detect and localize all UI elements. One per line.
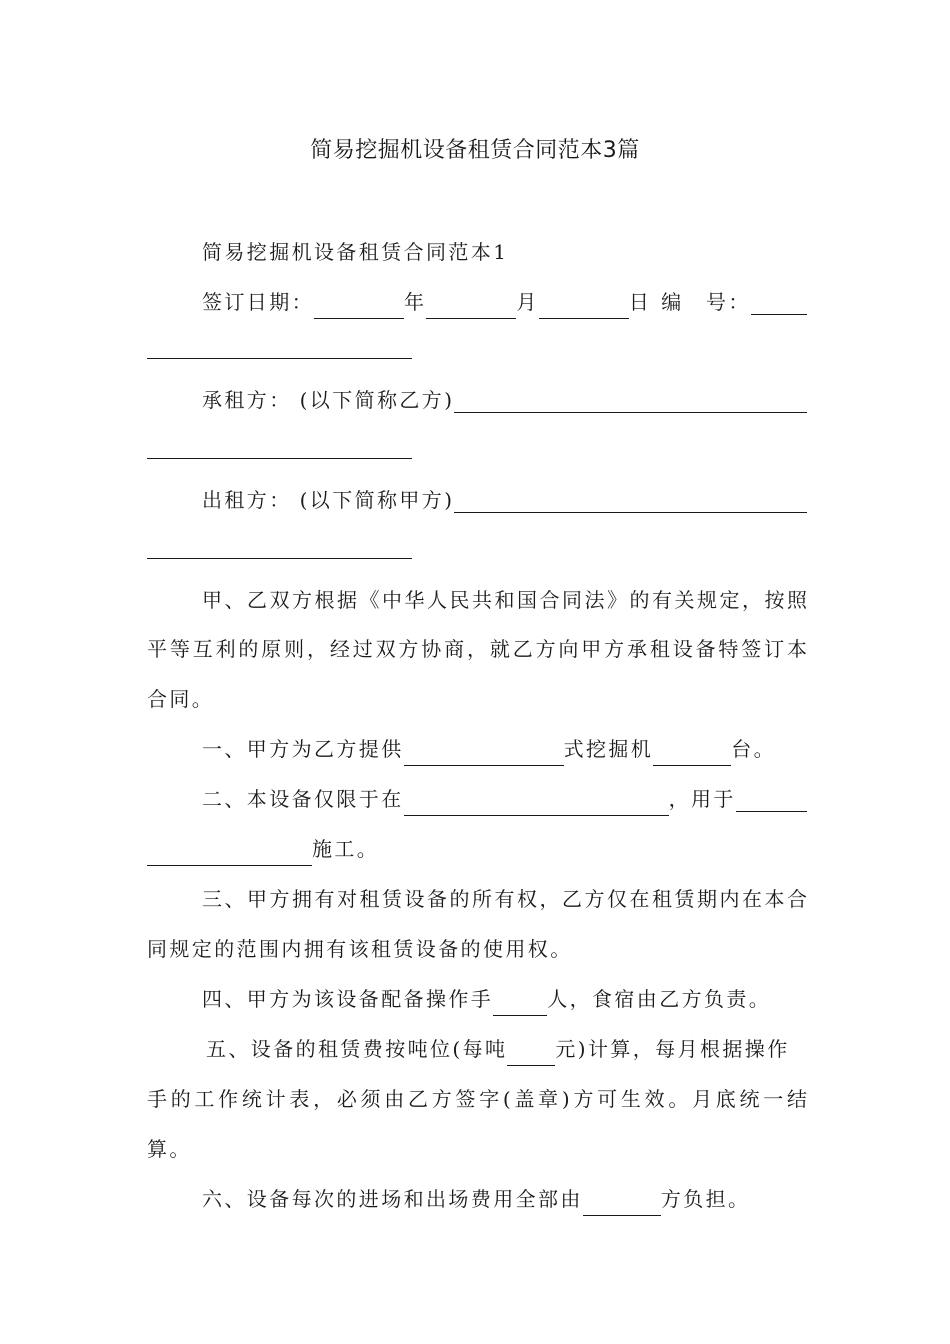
clause-5-suffix: 元)计算，每月根据操作 — [555, 1037, 790, 1061]
clause-2-location-blank — [404, 789, 669, 816]
clause-1-qty-blank — [653, 739, 731, 766]
clause-5-prefix: 五、设备的租赁费按吨位(每吨 — [206, 1037, 508, 1061]
clause-5-rate-blank — [507, 1039, 555, 1066]
preamble-line-2: 平等互利的原则，经过双方协商，就乙方向甲方承租设备特签订本 — [147, 637, 807, 661]
clause-1-suffix: 台。 — [731, 737, 777, 761]
clause-1-middle: 式挖掘机 — [563, 737, 654, 761]
clause-1 — [202, 732, 807, 766]
clause-2-continuation — [147, 832, 807, 866]
lessor-line — [202, 483, 807, 517]
year-blank — [314, 292, 404, 319]
contract-number-label: 编 号： — [661, 290, 751, 314]
contract-number-blank — [751, 288, 807, 315]
preamble-line-1: 甲、乙双方根据《中华人民共和国合同法》的有关规定，按照 — [202, 588, 807, 612]
clause-5-line-1 — [206, 1032, 807, 1066]
contract-subtitle: 简易挖掘机设备租赁合同范本1 — [202, 240, 509, 264]
clause-4-operators-blank — [493, 989, 547, 1016]
lessor-label: 出租方： — [202, 488, 292, 512]
clause-6-party-blank — [583, 1189, 661, 1216]
preamble-line-3: 合同。 — [147, 687, 215, 711]
lessor-note: (以下简称甲方) — [299, 488, 455, 512]
clause-2-suffix: 施工。 — [312, 837, 380, 861]
clause-1-type-blank — [404, 739, 564, 766]
document-title: 简易挖掘机设备租赁合同范本3篇 — [310, 138, 640, 163]
clause-1-prefix: 一、甲方为乙方提供 — [202, 737, 404, 761]
clause-2-use-blank — [736, 785, 807, 812]
clause-3-line-1: 三、甲方拥有对租赁设备的所有权，乙方仅在租赁期内在本合 — [202, 887, 807, 911]
clause-2 — [202, 782, 807, 816]
clause-2-use-blank-continued — [147, 839, 312, 866]
clause-6 — [202, 1182, 807, 1216]
clause-6-prefix: 六、设备每次的进场和出场费用全部由 — [202, 1187, 583, 1211]
clause-4-prefix: 四、甲方为该设备配备操作手 — [202, 987, 494, 1011]
lessor-blank — [454, 486, 807, 513]
clause-4 — [202, 982, 807, 1016]
lessee-line — [202, 383, 807, 417]
lessor-blank-continuation — [147, 558, 412, 559]
month-blank — [426, 292, 516, 319]
clause-5-line-2: 手的工作统计表，必须由乙方签字(盖章)方可生效。月底统一结 — [147, 1087, 807, 1111]
number-blank-continuation — [147, 358, 412, 359]
clause-4-suffix: 人，食宿由乙方负责。 — [547, 987, 772, 1011]
sign-date-line — [202, 285, 807, 319]
clause-5-line-3: 算。 — [147, 1137, 192, 1161]
clause-6-suffix: 方负担。 — [660, 1187, 751, 1211]
clause-3-line-2: 同规定的范围内拥有该租赁设备的使用权。 — [147, 937, 573, 961]
sign-date-label: 签订日期： — [202, 290, 314, 314]
year-label: 年 — [404, 290, 427, 314]
lessee-note: (以下简称乙方) — [299, 388, 455, 412]
clause-2-prefix: 二、本设备仅限于在 — [202, 787, 404, 811]
day-label: 日 — [628, 290, 652, 314]
lessee-blank — [454, 386, 807, 413]
lessee-blank-continuation — [147, 458, 412, 459]
lessee-label: 承租方： — [202, 388, 292, 412]
day-blank — [539, 292, 629, 319]
clause-2-middle: ，用于 — [668, 787, 736, 811]
month-label: 月 — [516, 290, 539, 314]
